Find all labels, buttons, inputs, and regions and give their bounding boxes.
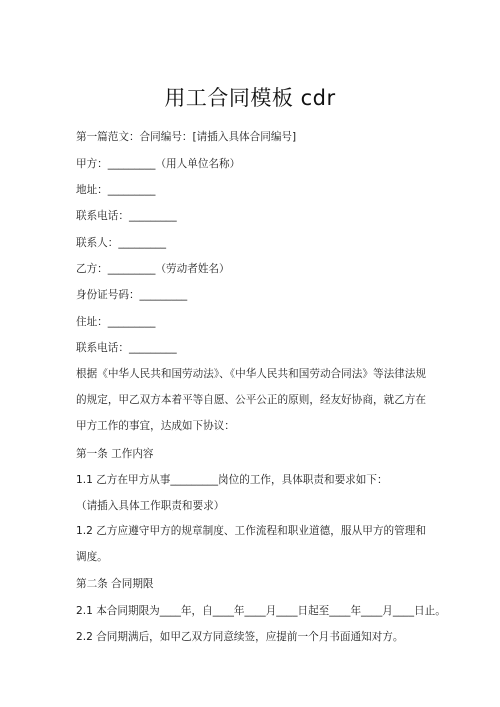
- article-1-heading: 第一条 工作内容: [76, 448, 154, 460]
- article-1-1: 1.1 乙方在甲方从事_________岗位的工作，具体职责和要求如下：: [76, 474, 388, 486]
- party-b-line: 乙方：_________（劳动者姓名）: [76, 263, 230, 275]
- article-2-1: 2.1 本合同期限为____年，自____年____月____日起至____年____月____日止。: [76, 605, 446, 617]
- party-a-contact-line: 联系人：_________: [76, 237, 167, 249]
- contract-number-line: 第一篇范文：合同编号：[请插入具体合同编号]: [76, 131, 297, 143]
- intro-paragraph: 根据《中华人民共和国劳动法》、《中华人民共和国劳动合同法》等法律法规的规定，甲乙双方本着平等自愿、公平公正的原则，经友好协商，就乙方在甲方工作的事宜，达成如下协议：: [76, 368, 426, 432]
- party-a-phone-line: 联系电话：_________: [76, 210, 177, 222]
- party-b-phone-line: 联系电话：_________: [76, 342, 177, 354]
- article-2-heading: 第二条 合同期限: [76, 578, 154, 590]
- document-title: 用工合同模板 cdr: [164, 86, 336, 110]
- party-a-line: 甲方：_________（用人单位名称）: [76, 158, 241, 170]
- party-b-address-line: 住址：_________: [76, 316, 156, 328]
- party-a-address-line: 地址：_________: [76, 184, 156, 196]
- party-b-id-line: 身份证号码：_________: [76, 289, 188, 301]
- article-2-2: 2.2 合同期满后，如甲乙双方同意续签，应提前一个月书面通知对方。: [76, 631, 404, 643]
- article-1-note: （请插入具体工作职责和要求）: [76, 500, 225, 512]
- article-1-2: 1.2 乙方应遵守甲方的规章制度、工作流程和职业道德，服从甲方的管理和调度。: [76, 525, 426, 563]
